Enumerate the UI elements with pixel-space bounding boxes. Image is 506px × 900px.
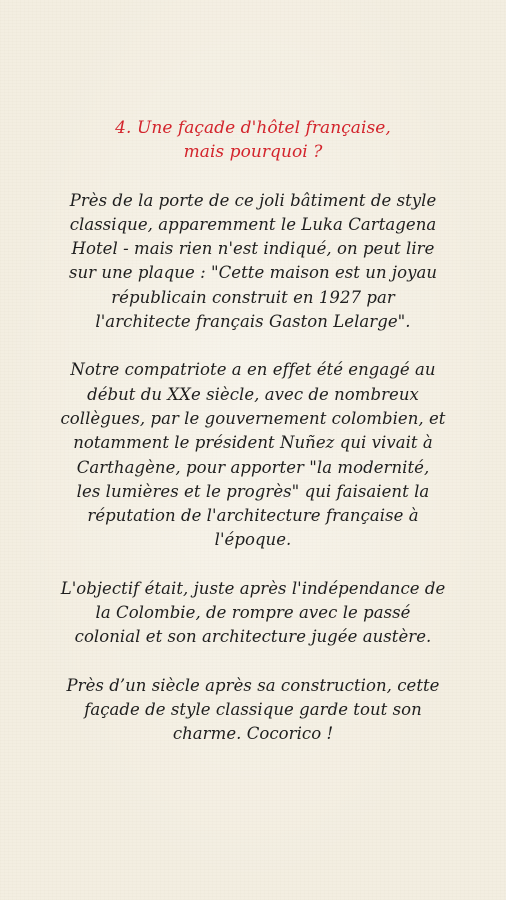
text-line: Notre compatriote a en effet été engagé au: [70, 360, 436, 380]
text-line: collègues, par le gouvernement colombien, et: [60, 408, 446, 428]
text-line: L'objectif était, juste après l'indépendance de: [60, 578, 446, 598]
paragraph-architect-history: [28, 358, 478, 552]
text-line: charme. Cocorico !: [172, 724, 334, 744]
text-line: début du XXe siècle, avec de nombreux: [87, 384, 419, 404]
text-line: l'époque.: [214, 530, 292, 550]
text-line: Hotel - mais rien n'est indiqué, on peut lire: [71, 239, 435, 259]
title-line: 4. Une façade d'hôtel française,: [115, 118, 391, 138]
section-title: [28, 116, 478, 165]
text-line: classique, apparemment le Luka Cartagena: [69, 214, 437, 234]
paragraph-conclusion: [28, 674, 478, 747]
text-line: Près d’un siècle après sa construction, cette: [66, 675, 440, 695]
paragraph-hotel-plaque: [28, 189, 478, 335]
text-line: la Colombie, de rompre avec le passé: [95, 603, 411, 623]
text-line: Près de la porte de ce joli bâtiment de style: [69, 190, 437, 210]
text-line: Carthagène, pour apporter "la modernité,: [76, 457, 430, 477]
text-line: réputation de l'architecture française à: [87, 506, 419, 526]
title-line: mais pourquoi ?: [183, 142, 323, 163]
text-line: colonial et son architecture jugée austère.: [74, 627, 432, 647]
story-text-card: [28, 116, 478, 747]
text-line: les lumières et le progrès" qui faisaient la: [76, 481, 430, 501]
text-line: républicain construit en 1927 par: [111, 287, 395, 307]
text-line: l'architecte français Gaston Lelarge".: [95, 312, 411, 332]
paragraph-objective: [28, 577, 478, 650]
text-line: sur une plaque : "Cette maison est un joyau: [68, 263, 438, 283]
text-line: façade de style classique garde tout son: [84, 699, 422, 719]
text-line: notamment le président Nuñez qui vivait à: [73, 433, 433, 453]
